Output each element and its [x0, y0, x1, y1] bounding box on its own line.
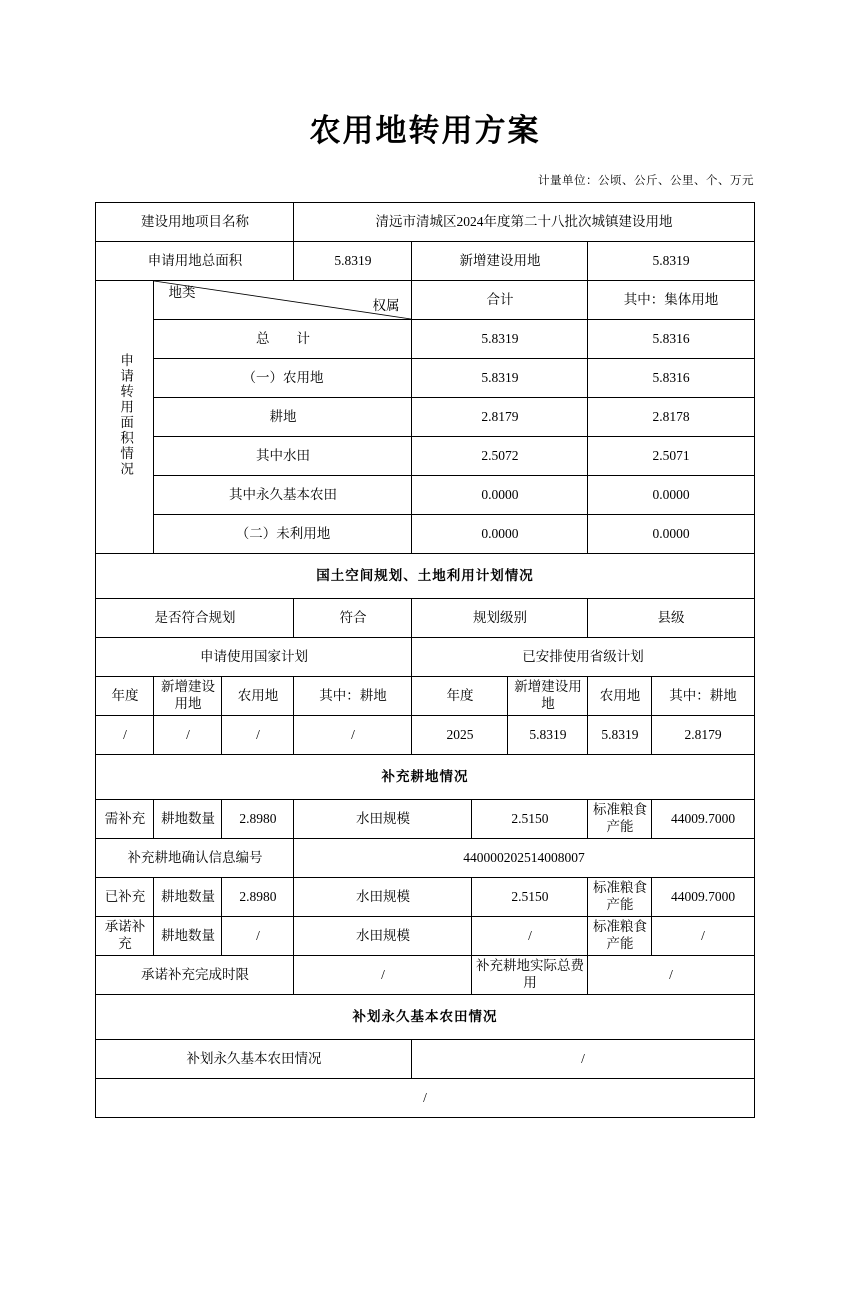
- farmland-qty-label: 耕地数量: [154, 800, 222, 839]
- column-header-collective: 其中：集体用地: [588, 281, 754, 320]
- plan-header: 新增建设用地: [154, 677, 222, 716]
- done-supplement-paddy: 2.5150: [472, 878, 588, 917]
- table-row: [96, 839, 754, 878]
- confirm-number-value: 440000202514008007: [294, 839, 754, 878]
- landtype-name: 总 计: [154, 320, 412, 359]
- promise-supplement-grain: /: [652, 917, 754, 956]
- table-row: [96, 716, 754, 755]
- project-name-label: 建设用地项目名称: [96, 203, 294, 242]
- plan-value: /: [96, 716, 154, 755]
- table-row: [96, 437, 754, 476]
- side-label-cell: [96, 281, 154, 554]
- landtype-collective: 2.8178: [588, 398, 754, 437]
- landtype-total: 5.8319: [412, 359, 588, 398]
- landtype-collective: 5.8316: [588, 359, 754, 398]
- promise-supplement-qty: /: [222, 917, 294, 956]
- table-row: [96, 359, 754, 398]
- land-conversion-table: [95, 202, 754, 1118]
- unit-note: 计量单位：公顷、公斤、公里、个、万元: [538, 175, 754, 187]
- landtype-total: 5.8319: [412, 320, 588, 359]
- need-supplement-grain: 44009.7000: [652, 800, 754, 839]
- diagonal-label-ownership: 权属: [372, 298, 400, 314]
- done-supplement-grain: 44009.7000: [652, 878, 754, 917]
- new-construction-value: 5.8319: [588, 242, 754, 281]
- plan-header: 年度: [96, 677, 154, 716]
- actual-cost-value: /: [588, 956, 754, 995]
- plan-value: 5.8319: [588, 716, 652, 755]
- column-header-total: 合计: [412, 281, 588, 320]
- plan-value: /: [154, 716, 222, 755]
- paddy-scale-label: 水田规模: [294, 800, 472, 839]
- confirm-number-label: 补充耕地确认信息编号: [96, 839, 294, 878]
- document-page: [0, 105, 850, 1307]
- need-supplement-paddy: 2.5150: [472, 800, 588, 839]
- landtype-collective: 5.8316: [588, 320, 754, 359]
- plan-level-label: 规划级别: [412, 599, 588, 638]
- landtype-name: （一）农用地: [154, 359, 412, 398]
- new-construction-label: 新增建设用地: [412, 242, 588, 281]
- conform-value: 符合: [294, 599, 412, 638]
- page-title: 农用地转用方案: [309, 113, 541, 148]
- standard-grain-label: 标准粮食产能: [588, 878, 652, 917]
- supplement-section-title: 补充耕地情况: [96, 755, 754, 800]
- promise-supplement-paddy: /: [472, 917, 588, 956]
- plan-value: 5.8319: [508, 716, 588, 755]
- table-row: [96, 995, 754, 1040]
- landtype-total: 2.5072: [412, 437, 588, 476]
- plan-level-value: 县级: [588, 599, 754, 638]
- deadline-label: 承诺补充完成时限: [96, 956, 294, 995]
- basic-farmland-section-title: 补划永久基本农田情况: [96, 995, 754, 1040]
- landtype-name: 其中水田: [154, 437, 412, 476]
- provincial-plan-label: 已安排使用省级计划: [412, 638, 754, 677]
- farmland-qty-label: 耕地数量: [154, 917, 222, 956]
- need-supplement-label: 需补充: [96, 800, 154, 839]
- standard-grain-label: 标准粮食产能: [588, 917, 652, 956]
- landtype-collective: 0.0000: [588, 515, 754, 554]
- actual-cost-label: 补充耕地实际总费用: [472, 956, 588, 995]
- need-supplement-qty: 2.8980: [222, 800, 294, 839]
- table-row: [96, 800, 754, 839]
- done-supplement-qty: 2.8980: [222, 878, 294, 917]
- conform-label: 是否符合规划: [96, 599, 294, 638]
- plan-value: /: [222, 716, 294, 755]
- diagonal-label-landtype: 地类: [168, 285, 196, 300]
- plan-header: 农用地: [222, 677, 294, 716]
- table-row: [96, 242, 754, 281]
- table-row: [96, 1040, 754, 1079]
- basic-farmland-label: 补划永久基本农田情况: [96, 1040, 412, 1079]
- table-row: [96, 917, 754, 956]
- landtype-collective: 0.0000: [588, 476, 754, 515]
- plan-header: 其中：耕地: [652, 677, 754, 716]
- table-row: [96, 638, 754, 677]
- landtype-total: 0.0000: [412, 515, 588, 554]
- paddy-scale-label: 水田规模: [294, 917, 472, 956]
- table-row: [96, 515, 754, 554]
- landtype-name: 耕地: [154, 398, 412, 437]
- done-supplement-label: 已补充: [96, 878, 154, 917]
- total-area-value: 5.8319: [294, 242, 412, 281]
- table-row: [96, 281, 754, 320]
- total-area-label: 申请用地总面积: [96, 242, 294, 281]
- landtype-name: （二）未利用地: [154, 515, 412, 554]
- promise-supplement-label: 承诺补充: [96, 917, 154, 956]
- deadline-value: /: [294, 956, 472, 995]
- table-row: [96, 554, 754, 599]
- table-row: [96, 599, 754, 638]
- standard-grain-label: 标准粮食产能: [588, 800, 652, 839]
- blank-remarks-value: /: [96, 1079, 754, 1118]
- landtype-collective: 2.5071: [588, 437, 754, 476]
- side-label: 申请转用面积情况: [118, 352, 134, 477]
- plan-value: /: [294, 716, 412, 755]
- plan-value: 2.8179: [652, 716, 754, 755]
- table-row: [96, 956, 754, 995]
- national-plan-label: 申请使用国家计划: [96, 638, 412, 677]
- plan-header: 新增建设用地: [508, 677, 588, 716]
- plan-header: 其中：耕地: [294, 677, 412, 716]
- table-row: [96, 203, 754, 242]
- landtype-total: 0.0000: [412, 476, 588, 515]
- table-row: [96, 476, 754, 515]
- diagonal-header-cell: [154, 281, 412, 320]
- table-row: [96, 755, 754, 800]
- plan-header: 年度: [412, 677, 508, 716]
- project-name-value: 清远市清城区2024年度第二十八批次城镇建设用地: [294, 203, 754, 242]
- table-row: [96, 1079, 754, 1118]
- farmland-qty-label: 耕地数量: [154, 878, 222, 917]
- table-row: [96, 398, 754, 437]
- landtype-total: 2.8179: [412, 398, 588, 437]
- table-row: [96, 878, 754, 917]
- paddy-scale-label: 水田规模: [294, 878, 472, 917]
- table-row: [96, 677, 754, 716]
- landtype-name: 其中永久基本农田: [154, 476, 412, 515]
- table-row: [96, 320, 754, 359]
- basic-farmland-value: /: [412, 1040, 754, 1079]
- plan-header: 农用地: [588, 677, 652, 716]
- plan-value: 2025: [412, 716, 508, 755]
- planning-section-title: 国土空间规划、土地利用计划情况: [96, 554, 754, 599]
